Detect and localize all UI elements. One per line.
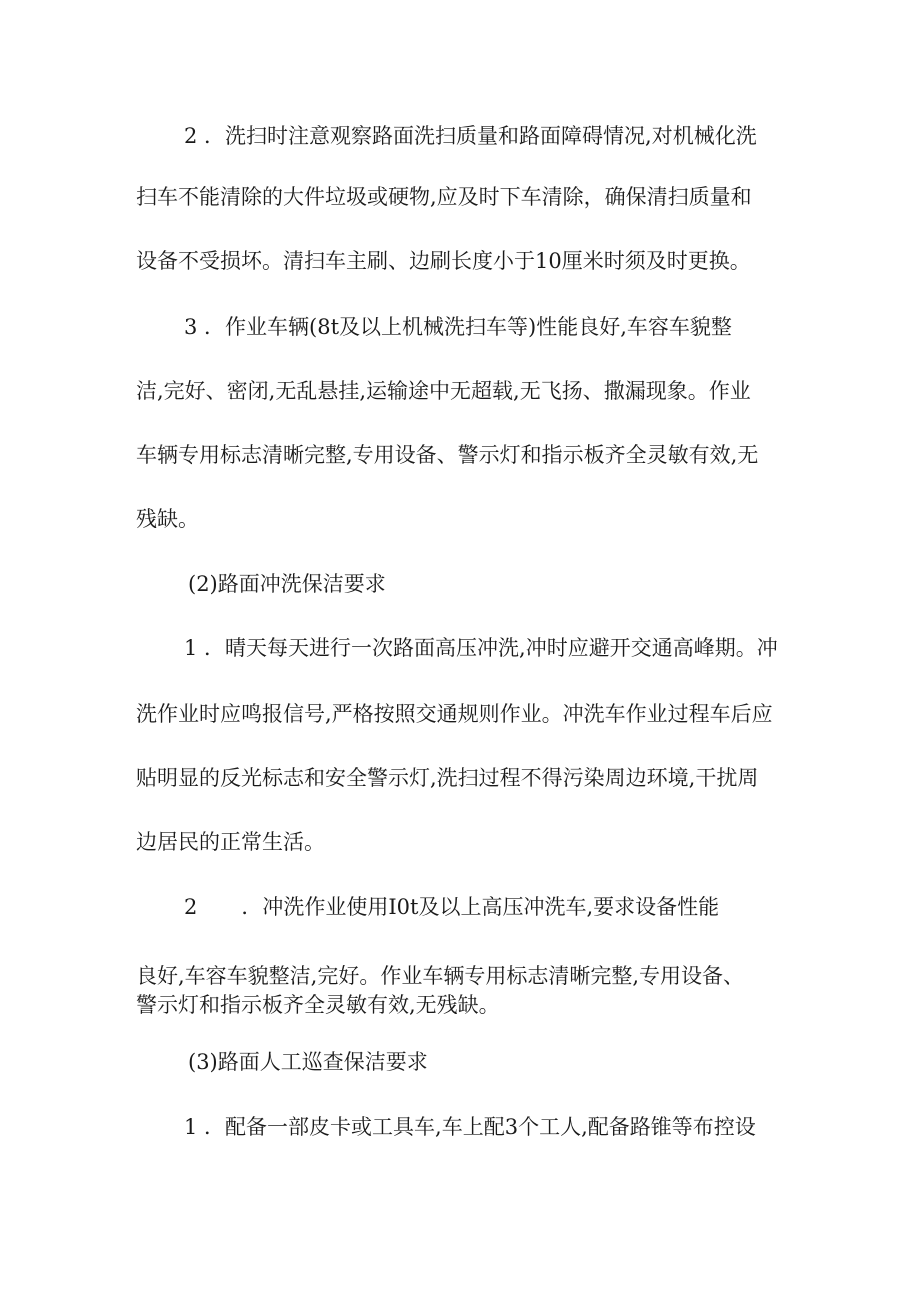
paragraph-line: 扫车不能清除的大件垃圾或硬物,应及时下车清除，确保清扫质量和 — [136, 185, 752, 209]
paragraph-line: 贴明显的反光标志和安全警示灯,洗扫过程不得污染周边环境,干扰周 — [136, 766, 759, 790]
paragraph-line: 残缺。 — [136, 507, 199, 531]
paragraph-line: 2 ．洗扫时注意观察路面洗扫质量和路面障碍情况,对机械化洗 — [184, 124, 757, 148]
paragraph-line: 3 ．作业车辆(8t及以上机械洗扫车等)性能良好,车容车貌整 — [184, 315, 732, 339]
paragraph-line: 1 ．配备一部皮卡或工具车,车上配3个工人,配备路锥等布控设 — [184, 1115, 756, 1139]
item-dot: ． — [241, 895, 263, 919]
numbered-item — [0, 893, 920, 921]
paragraph-line: 洗作业时应鸣报信号,严格按照交通规则作业。冲洗车作业过程车后应 — [136, 702, 773, 726]
paragraph-line: 警示灯和指示板齐全灵敏有效,无残缺。 — [136, 993, 500, 1017]
section-heading: (3)路面人工巡查保洁要求 — [188, 1050, 428, 1074]
paragraph-line: 洁,完好、密闭,无乱悬挂,运输途中无超载,无飞扬、撒漏现象。作业 — [136, 379, 751, 403]
paragraph-line: 设备不受损坏。清扫车主刷、边刷长度小于10厘米时须及时更换。 — [136, 249, 751, 273]
paragraph-line: 边居民的正常生活。 — [136, 830, 325, 854]
item-text: 冲洗作业使用I0t及以上高压冲洗车,要求设备性能 — [262, 895, 720, 919]
item-number: 2 — [184, 895, 198, 919]
paragraph-line: 车辆专用标志清晰完整,专用设备、警示灯和指示板齐全灵敏有效,无 — [136, 443, 759, 467]
section-heading: (2)路面冲洗保洁要求 — [188, 572, 386, 596]
paragraph-line: 1 ．晴天每天进行一次路面高压冲洗,冲时应避开交通高峰期。冲 — [184, 636, 778, 660]
paragraph-line: 良好,车容车貌整洁,完好。作业车辆专用标志清晰完整,专用设备、 — [136, 964, 745, 988]
